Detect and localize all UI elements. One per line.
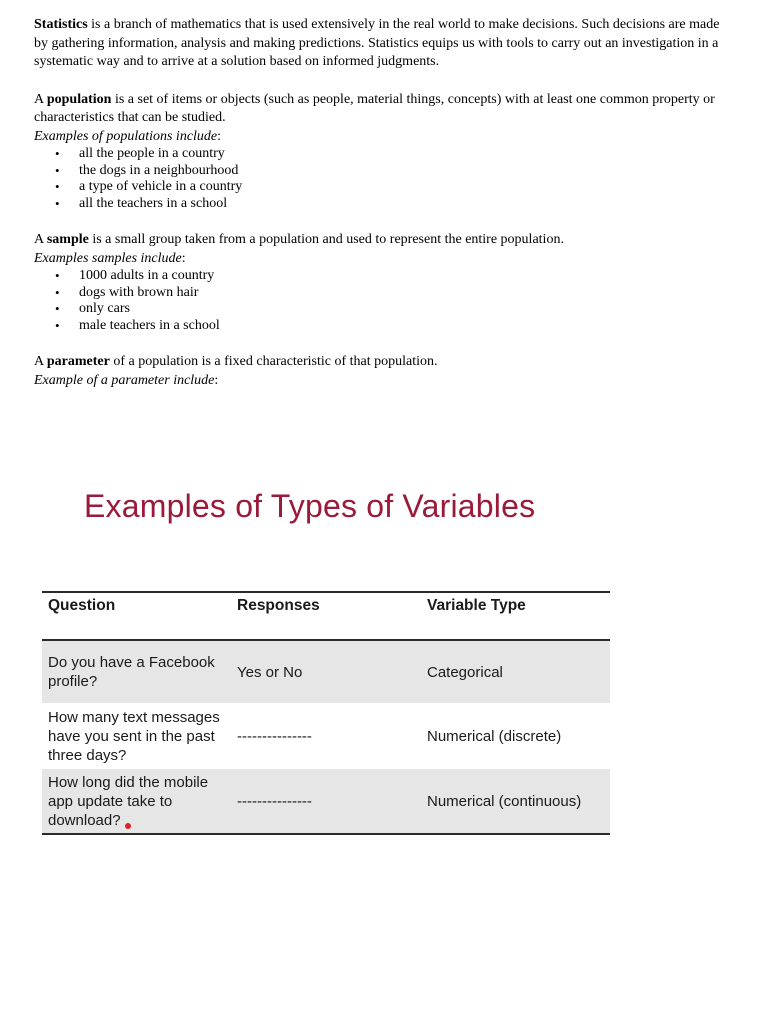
list-item-text: a type of vehicle in a country [79,179,243,194]
population-examples-label [34,128,734,147]
list-item [34,268,734,285]
list-item [34,285,734,302]
header-variable-type: Variable Type [421,592,610,640]
sample-term: sample [46,232,89,247]
list-item-text: all the people in a country [79,146,225,161]
bullet-icon: • [55,268,60,283]
bullet-icon: • [55,284,60,300]
parameter-lead: A [34,354,47,369]
laser-pointer-dot-icon [125,823,131,829]
document-body [34,16,734,390]
bullet-icon: • [55,301,60,316]
header-question: Question [42,592,231,640]
list-item [34,146,734,163]
parameter-examples-colon: : [214,372,219,388]
list-item [34,179,734,196]
sample-examples-label [34,250,734,269]
population-examples-colon: : [217,128,222,144]
bullet-icon: • [55,179,60,194]
list-item-text: male teachers in a school [79,317,220,333]
cell-responses: --------------- [231,769,421,834]
slide-title: Examples of Types of Variables [84,488,536,524]
parameter-text: of a population is a fixed characteristic of that population. [109,354,438,369]
list-item-text: the dogs in a neighbourhood [79,162,239,178]
list-item [34,318,734,335]
cell-question: Do you have a Facebook profile? [42,640,231,703]
list-item [34,163,734,180]
table-row [42,640,610,703]
cell-question-text: How long did the mobile app update take to download? [48,773,209,829]
population-term: population [46,91,112,107]
statistics-text: is a branch of mathematics that is used extensively in the real world to make decisions. Such decisions are made by gathering information, analysis and making predictions. Statistics equips us with tools to carry out an investigation in a systematic way and to arrive at a solution based on informed judgments. [34,17,720,69]
population-definition [34,91,734,128]
table-row [42,769,610,834]
list-item [34,196,734,213]
list-item-text: only cars [79,301,130,316]
sample-definition [34,231,734,250]
sample-text: is a small group taken from a population and used to represent the entire population. [88,232,564,247]
population-examples-list [34,146,734,212]
population-text: is a set of items or objects (such as people, material things, concepts) with at least one common property or characteristics that can be studied. [34,91,715,125]
parameter-examples-label [34,372,734,391]
list-item [34,301,734,318]
list-item-text: all the teachers in a school [79,195,228,211]
bullet-icon: • [55,195,60,211]
sample-lead: A [34,232,47,247]
cell-question: How many text messages have you sent in the past three days? [48,708,220,764]
cell-responses: Yes or No [231,640,421,703]
list-item-text: 1000 adults in a country [79,268,215,283]
parameter-term: parameter [46,354,110,369]
parameter-examples-label-text: Example of a parameter include [34,372,215,388]
cell-variable-type: Categorical [421,640,610,703]
population-examples-label-text: Examples of populations include [34,128,218,144]
statistics-definition [34,16,734,72]
list-item-text: dogs with brown hair [79,284,199,300]
variable-types-table [42,591,610,835]
variable-types-slide [34,470,624,850]
sample-examples-list [34,268,734,334]
cell-question [42,769,231,834]
parameter-definition [34,353,734,372]
statistics-term: Statistics [34,17,88,32]
cell-responses: --------------- [237,727,312,745]
sample-examples-label-text: Examples samples include [34,250,182,266]
cell-variable-type: Numerical (discrete) [427,727,562,745]
table-row [42,703,610,769]
cell-variable-type: Numerical (continuous) [421,769,610,834]
table-header-row [42,592,610,640]
bullet-icon: • [55,162,60,178]
sample-examples-colon: : [181,250,186,266]
population-lead: A [34,91,47,107]
bullet-icon: • [55,317,60,333]
bullet-icon: • [55,146,60,161]
header-responses: Responses [231,592,421,640]
